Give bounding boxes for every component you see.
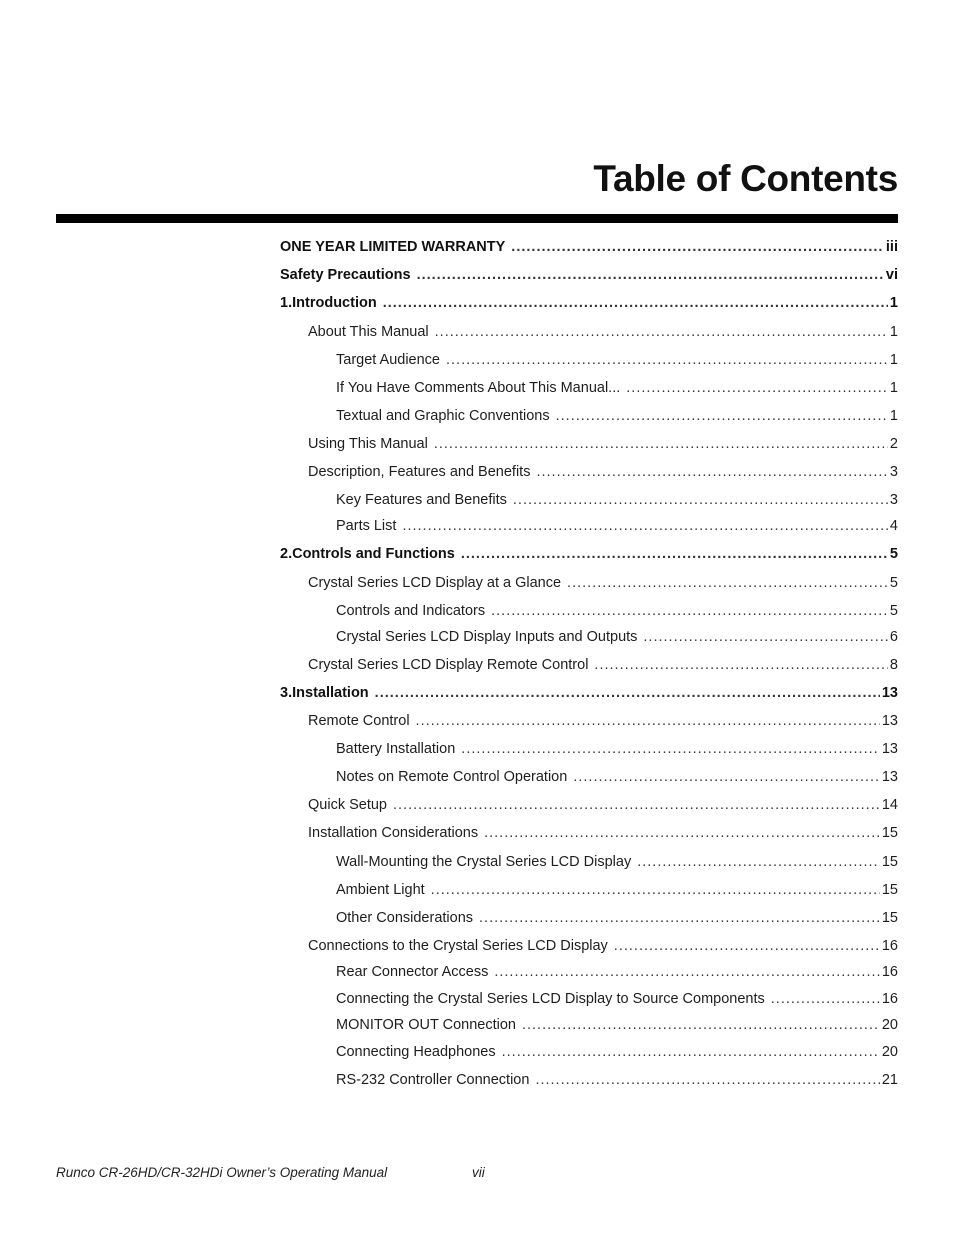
toc-entry-page: 13 (881, 769, 898, 785)
toc-entry-label: Key Features and Benefits (336, 492, 507, 508)
toc-entry[interactable] (280, 602, 898, 620)
toc-entry[interactable] (280, 881, 898, 899)
toc-entry-label: If You Have Comments About This Manual... (336, 380, 621, 396)
footer-page-number: vii (472, 1165, 485, 1180)
toc-entry[interactable] (280, 266, 898, 284)
toc-entry[interactable] (280, 1071, 898, 1089)
toc-entry-page: 15 (881, 825, 898, 841)
toc-entry-label: Notes on Remote Control Operation (336, 769, 568, 785)
toc-entry[interactable] (280, 768, 898, 786)
toc-entry[interactable] (280, 574, 898, 592)
toc-entry-page: 5 (889, 546, 898, 562)
toc-entry-page: 6 (889, 629, 898, 645)
toc-entry[interactable] (280, 435, 898, 453)
toc-entry-label: Connections to the Crystal Series LCD Display (308, 938, 608, 954)
toc-entry[interactable] (280, 407, 898, 425)
toc-entry-number: 3. (280, 685, 293, 701)
toc-dot-leader (375, 684, 880, 702)
toc-entry-label: Connecting Headphones (336, 1044, 496, 1060)
toc-entry-page: 15 (881, 854, 898, 870)
toc-entry-page: iii (885, 239, 898, 255)
toc-dot-leader (556, 407, 888, 425)
toc-entry-page: 13 (881, 713, 898, 729)
toc-entry-label: Crystal Series LCD Display at a Glance (308, 575, 562, 591)
toc-entry[interactable] (280, 937, 898, 955)
toc-entry[interactable] (280, 463, 898, 481)
toc-entry[interactable] (280, 379, 898, 397)
toc-entry[interactable] (280, 909, 898, 927)
toc-entry[interactable] (280, 517, 898, 535)
toc-entry[interactable] (280, 294, 898, 312)
toc-entry-label: MONITOR OUT Connection (336, 1017, 516, 1033)
toc-entry-page: 5 (889, 603, 898, 619)
toc-entry-label: Using This Manual (308, 436, 428, 452)
toc-entry-page: vi (885, 267, 898, 283)
toc-entry-page: 16 (881, 938, 898, 954)
toc-dot-leader (393, 796, 880, 814)
toc-dot-leader (502, 1043, 880, 1061)
title-rule (56, 214, 898, 223)
toc-dot-leader (522, 1016, 880, 1034)
toc-entry-page: 2 (889, 436, 898, 452)
toc-entry-label: Quick Setup (308, 797, 387, 813)
toc-dot-leader (594, 656, 888, 674)
toc-dot-leader (446, 351, 888, 369)
toc-entry[interactable] (280, 238, 898, 256)
toc-entry[interactable] (280, 491, 898, 509)
toc-entry-page: 3 (889, 492, 898, 508)
toc-dot-leader (536, 463, 887, 481)
toc-entry[interactable] (280, 712, 898, 730)
toc-entry-label: Introduction (292, 295, 377, 311)
toc-entry-page: 13 (881, 685, 898, 701)
toc-entry-page: 14 (881, 797, 898, 813)
toc-dot-leader (614, 937, 880, 955)
toc-entry-number: 2. (280, 546, 293, 562)
toc-entry[interactable] (280, 1043, 898, 1061)
page-title: Table of Contents (593, 158, 898, 199)
toc-entry-label: Connecting the Crystal Series LCD Display to Source Components (336, 991, 765, 1007)
toc-dot-leader (491, 602, 888, 620)
toc-entry-label: RS-232 Controller Connection (336, 1072, 530, 1088)
toc-entry-label: Parts List (336, 518, 397, 534)
toc-entry-label: Description, Features and Benefits (308, 464, 531, 480)
toc-entry-label: Safety Precautions (280, 267, 411, 283)
toc-entry[interactable] (280, 796, 898, 814)
toc-entry-label: ONE YEAR LIMITED WARRANTY (280, 239, 506, 255)
toc-dot-leader (435, 323, 888, 341)
toc-entry-page: 20 (881, 1044, 898, 1060)
toc-entry[interactable] (280, 990, 898, 1008)
toc-entry-page: 13 (881, 741, 898, 757)
toc-dot-leader (637, 853, 880, 871)
toc-dot-leader (567, 574, 888, 592)
toc-dot-leader (461, 545, 888, 563)
toc-entry-label: Battery Installation (336, 741, 456, 757)
toc-entry[interactable] (280, 684, 898, 702)
toc-entry-label: Crystal Series LCD Display Remote Control (308, 657, 589, 673)
toc-entry[interactable] (280, 740, 898, 758)
toc-entry-label: Textual and Graphic Conventions (336, 408, 550, 424)
toc-entry-page: 1 (889, 295, 898, 311)
toc-entry[interactable] (280, 545, 898, 563)
toc-dot-leader (431, 881, 880, 899)
toc-entry-page: 15 (881, 910, 898, 926)
toc-entry[interactable] (280, 824, 898, 842)
toc-entry-page: 20 (881, 1017, 898, 1033)
toc-dot-leader (494, 963, 880, 981)
toc-dot-leader (434, 435, 888, 453)
toc-dot-leader (417, 266, 884, 284)
footer-manual-title: Runco CR-26HD/CR-32HDi Owner’s Operating Manual (56, 1165, 388, 1180)
toc-entry[interactable] (280, 323, 898, 341)
toc-entry-page: 4 (889, 518, 898, 534)
toc-entry[interactable] (280, 628, 898, 646)
toc-dot-leader (511, 238, 884, 256)
toc-dot-leader (383, 294, 888, 312)
toc-entry[interactable] (280, 1016, 898, 1034)
toc-dot-leader (484, 824, 880, 842)
toc-entry-label: Remote Control (308, 713, 410, 729)
toc-entry-page: 16 (881, 991, 898, 1007)
toc-entry[interactable] (280, 853, 898, 871)
toc-entry-page: 1 (889, 324, 898, 340)
toc-entry-page: 1 (889, 352, 898, 368)
toc-entry-label: Controls and Indicators (336, 603, 486, 619)
toc-dot-leader (513, 491, 888, 509)
toc-entry-page: 3 (889, 464, 898, 480)
toc-entry-label: Installation Considerations (308, 825, 479, 841)
toc-entry-page: 15 (881, 882, 898, 898)
toc-entry-page: 16 (881, 964, 898, 980)
toc-entry-label: About This Manual (308, 324, 429, 340)
toc-entry-label: Other Considerations (336, 910, 474, 926)
toc-entry-label: Ambient Light (336, 882, 425, 898)
toc-entry-page: 1 (889, 380, 898, 396)
toc-dot-leader (479, 909, 880, 927)
toc-dot-leader (643, 628, 888, 646)
toc-entry-label: Crystal Series LCD Display Inputs and Outputs (336, 629, 638, 645)
toc-entry-page: 8 (889, 657, 898, 673)
toc-entry[interactable] (280, 963, 898, 981)
toc-entry-page: 5 (889, 575, 898, 591)
toc-entry[interactable] (280, 351, 898, 369)
toc-entry-page: 1 (889, 408, 898, 424)
toc-entry-label: Controls and Functions (292, 546, 455, 562)
toc-dot-leader (626, 379, 888, 397)
toc-entry-label: Target Audience (336, 352, 440, 368)
toc-entry-label: Wall-Mounting the Crystal Series LCD Display (336, 854, 632, 870)
toc-entry-page: 21 (881, 1072, 898, 1088)
toc-entry-number: 1. (280, 295, 293, 311)
toc-dot-leader (771, 990, 880, 1008)
toc-entry-label: Installation (292, 685, 369, 701)
toc-dot-leader (535, 1071, 879, 1089)
toc-dot-leader (402, 517, 887, 535)
toc-dot-leader (573, 768, 880, 786)
toc-entry[interactable] (280, 656, 898, 674)
toc-entry-label: Rear Connector Access (336, 964, 489, 980)
toc-dot-leader (416, 712, 880, 730)
toc-dot-leader (461, 740, 880, 758)
